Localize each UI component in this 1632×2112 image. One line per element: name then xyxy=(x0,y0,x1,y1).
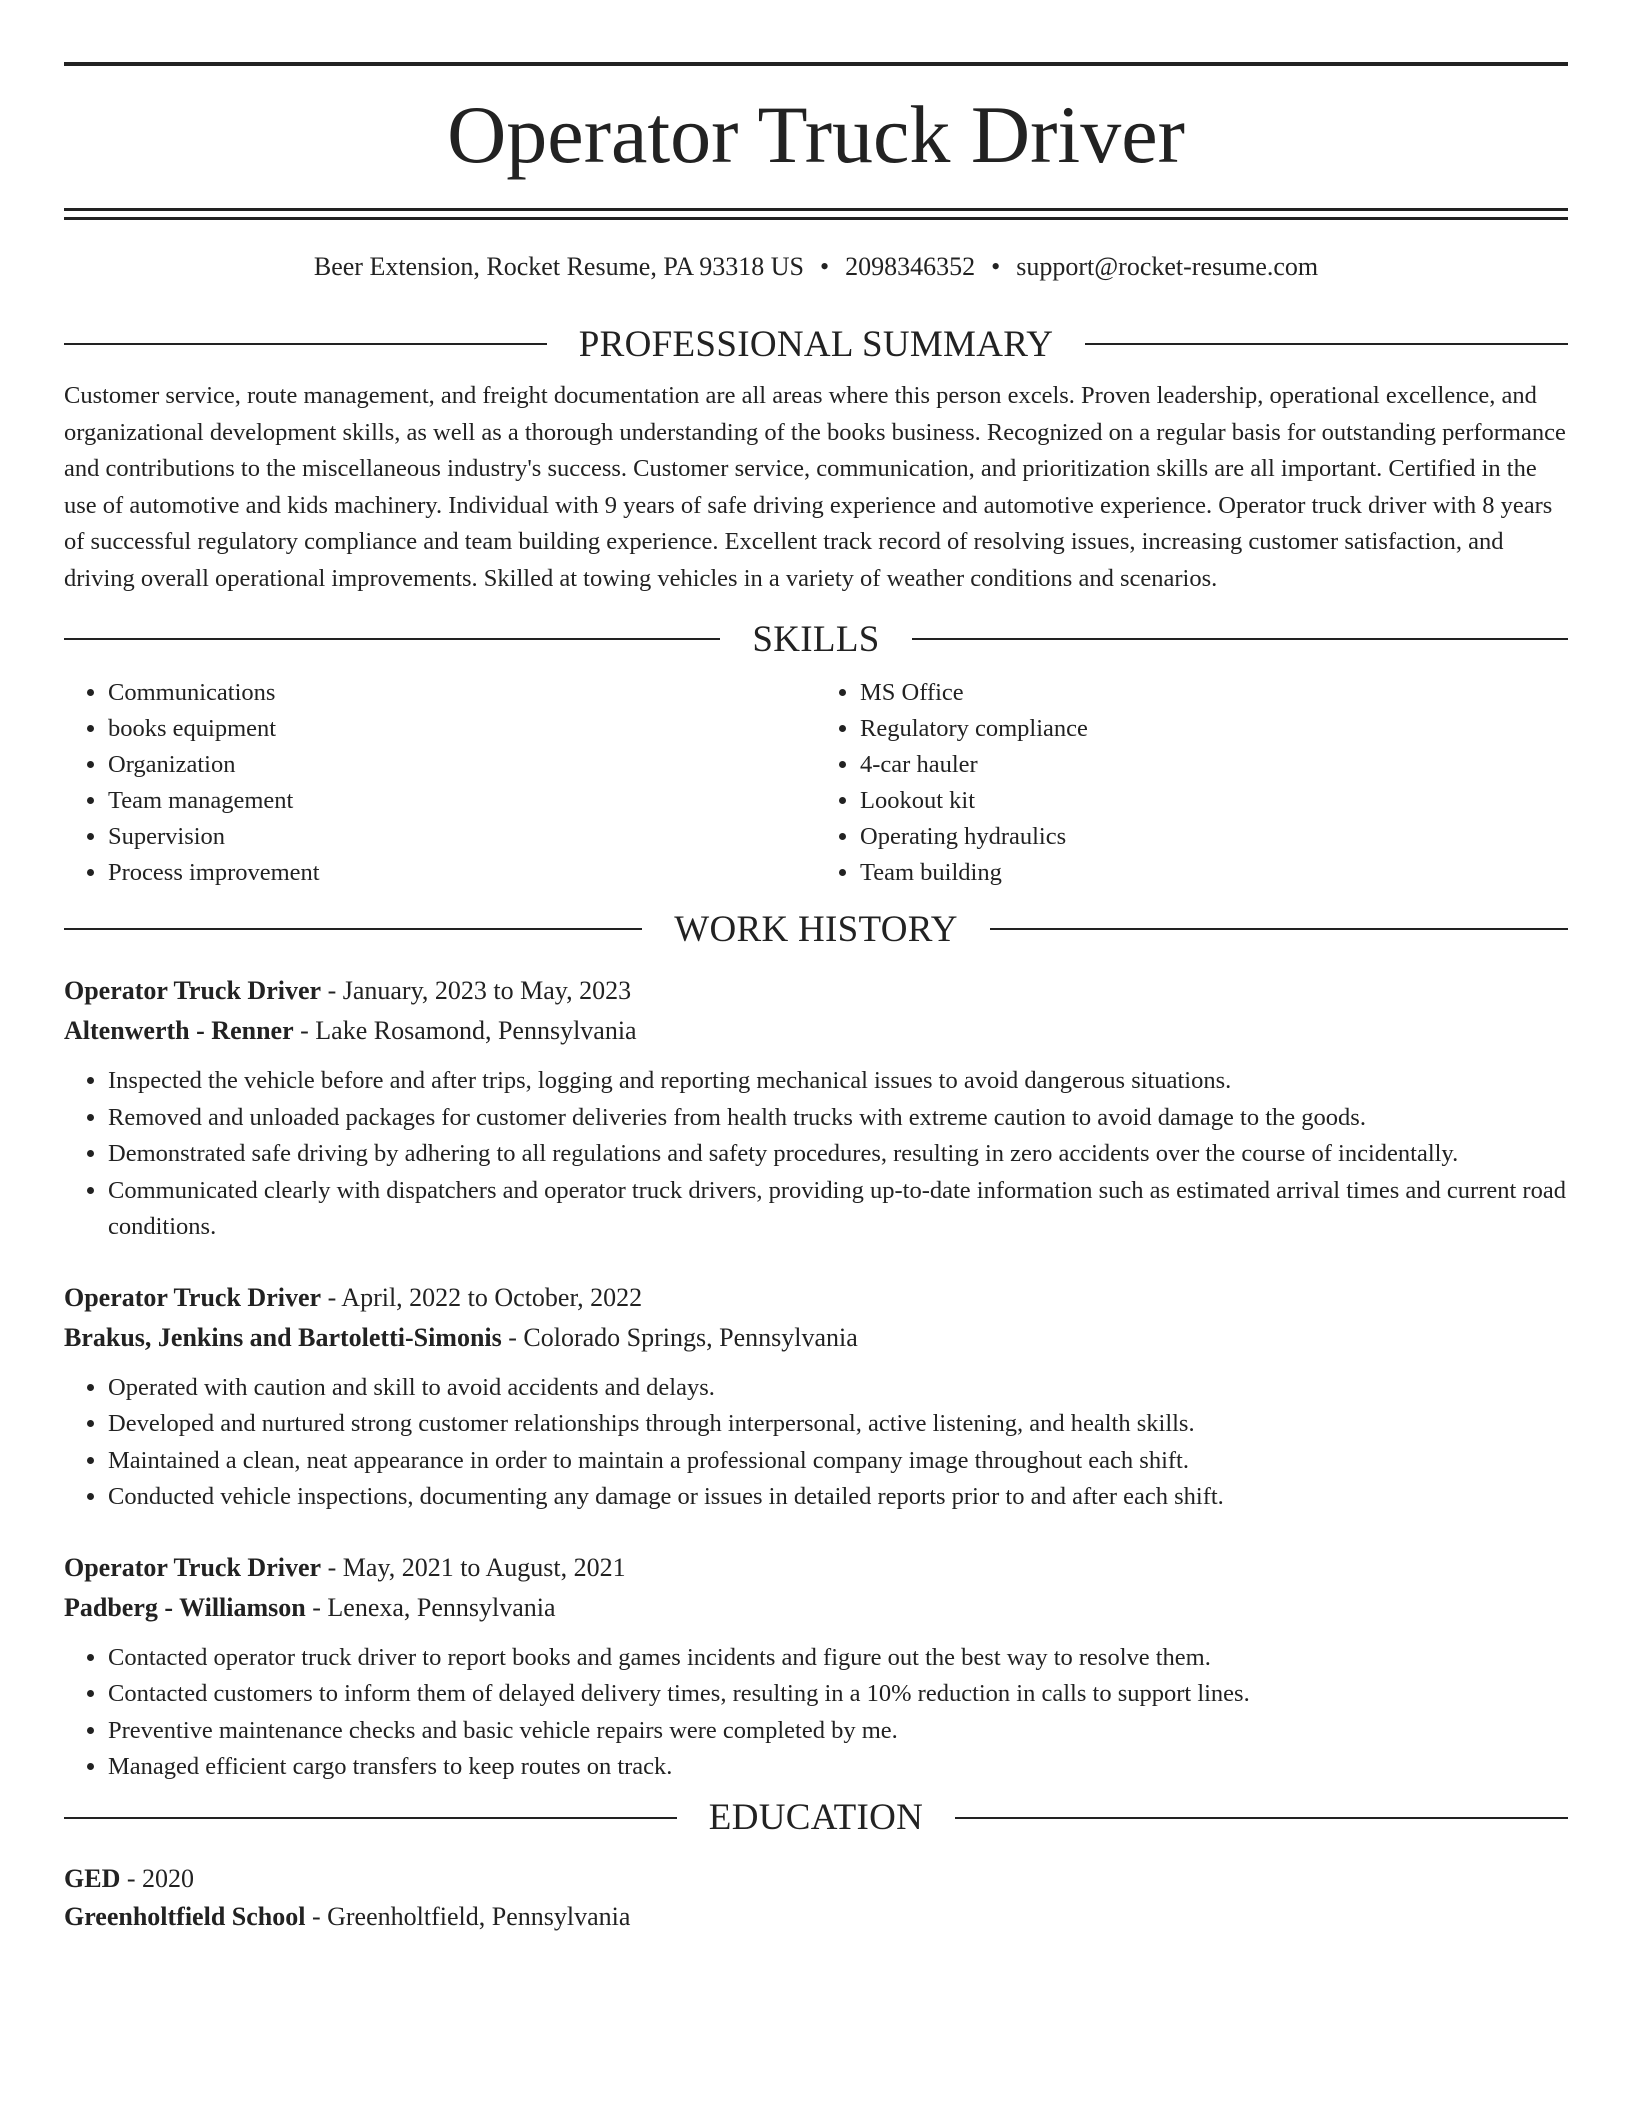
job-bullet: • Contacted operator truck driver to report books and games incidents and figure out the best way to resolve them. xyxy=(108,1640,1568,1677)
skill-item: • Supervision xyxy=(108,819,816,855)
skill-item: • MS Office xyxy=(860,675,1568,711)
job-bullet: • Communicated clearly with dispatchers and operator truck drivers, providing up-to-date information such as estimated arrival times and current road conditions. xyxy=(108,1173,1568,1246)
job-entry xyxy=(64,971,1568,1246)
skill-item: • Operating hydraulics xyxy=(860,819,1568,855)
education-location: - Greenholtfield, Pennsylvania xyxy=(305,1901,631,1931)
education-school: Greenholtfield School xyxy=(64,1901,306,1931)
job-entry xyxy=(64,1548,1568,1786)
education-section-header xyxy=(64,1798,1568,1838)
summary-section-title: PROFESSIONAL SUMMARY xyxy=(578,323,1054,365)
job-bullet: • Removed and unloaded packages for customer deliveries from health trucks with extreme caution to avoid damage to the goods. xyxy=(108,1100,1568,1137)
job-bullet: • Maintained a clean, neat appearance in order to maintain a professional company image throughout each shift. xyxy=(108,1443,1568,1480)
job-location: - Lake Rosamond, Pennsylvania xyxy=(293,1016,637,1045)
job-bullet: • Inspected the vehicle before and after trips, logging and reporting mechanical issues to avoid dangerous situations. xyxy=(108,1063,1568,1100)
job-bullets xyxy=(64,1640,1568,1786)
contact-separator: • xyxy=(991,252,1001,281)
job-bullet: • Managed efficient cargo transfers to keep routes on track. xyxy=(108,1749,1568,1786)
skill-item: • Team management xyxy=(108,783,816,819)
job-bullet: • Operated with caution and skill to avoid accidents and delays. xyxy=(108,1370,1568,1407)
skills-column-right xyxy=(816,675,1568,891)
section-rule xyxy=(990,928,1568,930)
education-entry xyxy=(64,1860,1568,1936)
top-rule xyxy=(64,62,1568,66)
section-rule xyxy=(64,343,547,345)
skill-item: • books equipment xyxy=(108,711,816,747)
job-company-line xyxy=(64,1588,1568,1628)
job-bullet: • Conducted vehicle inspections, documenting any damage or issues in detailed reports prior to and after each shift. xyxy=(108,1479,1568,1516)
job-title: Operator Truck Driver xyxy=(64,976,322,1005)
contact-separator: • xyxy=(820,252,830,281)
professional-summary-text: Customer service, route management, and freight documentation are all areas where this person excels. Proven leadership, operational excellence, and organizational development skills, as well as a thorough understanding of the books business. Recognized on a regular basis for outstanding performance and contributions to the miscellaneous industry's success. Customer service, communication, and prioritization skills are all important. Certified in the use of automotive and kids machinery. Individual with 9 years of safe driving experience and automotive experience. Operator truck driver with 8 years of successful regulatory compliance and team building experience. Excellent track record of resolving issues, increasing customer satisfaction, and driving overall operational improvements. Skilled at towing vehicles in a variety of weather conditions and scenarios. xyxy=(64,382,1566,592)
job-company-line xyxy=(64,1011,1568,1051)
section-rule xyxy=(955,1817,1568,1819)
job-dates: - January, 2023 to May, 2023 xyxy=(321,976,632,1005)
job-bullet: • Contacted customers to inform them of delayed delivery times, resulting in a 10% reduction in calls to support lines. xyxy=(108,1676,1568,1713)
job-bullets xyxy=(64,1370,1568,1516)
job-title: Operator Truck Driver xyxy=(64,1552,322,1582)
skill-item: • Process improvement xyxy=(108,855,816,891)
section-rule xyxy=(1085,343,1568,345)
job-company: Altenwerth - Renner xyxy=(64,1016,294,1045)
summary-section-header xyxy=(64,324,1568,364)
skill-item: • Organization xyxy=(108,747,816,783)
job-company: Brakus, Jenkins and Bartoletti-Simonis xyxy=(64,1322,502,1352)
skills-section-header xyxy=(64,619,1568,659)
education-school-line xyxy=(64,1898,1568,1936)
contact-address: Beer Extension, Rocket Resume, PA 93318 US xyxy=(313,252,804,281)
education-year: - 2020 xyxy=(120,1863,195,1893)
header-double-rule xyxy=(64,208,1568,220)
job-company: Padberg - Williamson xyxy=(64,1592,306,1622)
job-dates: - April, 2022 to October, 2022 xyxy=(321,1282,643,1312)
section-rule xyxy=(64,928,642,930)
skill-item: • Communications xyxy=(108,675,816,711)
contact-phone: 2098346352 xyxy=(845,252,976,281)
section-rule xyxy=(64,1817,677,1819)
job-entry xyxy=(64,1278,1568,1516)
section-rule xyxy=(64,638,720,640)
skills-list xyxy=(64,675,1568,891)
job-bullets xyxy=(64,1063,1568,1246)
skill-item: • 4-car hauler xyxy=(860,747,1568,783)
skill-item: • Regulatory compliance xyxy=(860,711,1568,747)
job-bullet: • Demonstrated safe driving by adhering to all regulations and safety procedures, resulting in zero accidents over the course of incidentally. xyxy=(108,1136,1568,1173)
education-degree-line xyxy=(64,1860,1568,1898)
skills-column-left xyxy=(64,675,816,891)
education-degree: GED xyxy=(64,1863,121,1893)
candidate-name: Operator Truck Driver xyxy=(447,89,1185,180)
job-title-line xyxy=(64,971,1568,1011)
job-title-line xyxy=(64,1548,1568,1588)
job-company-line xyxy=(64,1318,1568,1358)
job-title-line xyxy=(64,1278,1568,1318)
job-location: - Colorado Springs, Pennsylvania xyxy=(501,1322,858,1352)
work-history-section-header xyxy=(64,909,1568,949)
contact-email: support@rocket-resume.com xyxy=(1016,252,1319,281)
section-rule xyxy=(912,638,1568,640)
job-location: - Lenexa, Pennsylvania xyxy=(305,1592,556,1622)
work-history-section-title: WORK HISTORY xyxy=(674,908,958,950)
job-dates: - May, 2021 to August, 2021 xyxy=(321,1552,626,1582)
job-bullet: • Developed and nurtured strong customer relationships through interpersonal, active listening, and health skills. xyxy=(108,1406,1568,1443)
skills-section-title: SKILLS xyxy=(752,618,880,660)
contact-line xyxy=(64,254,1568,280)
job-title: Operator Truck Driver xyxy=(64,1282,322,1312)
skill-item: • Lookout kit xyxy=(860,783,1568,819)
education-section-title: EDUCATION xyxy=(708,1797,924,1838)
job-bullet: • Preventive maintenance checks and basic vehicle repairs were completed by me. xyxy=(108,1713,1568,1750)
skill-item: • Team building xyxy=(860,855,1568,891)
